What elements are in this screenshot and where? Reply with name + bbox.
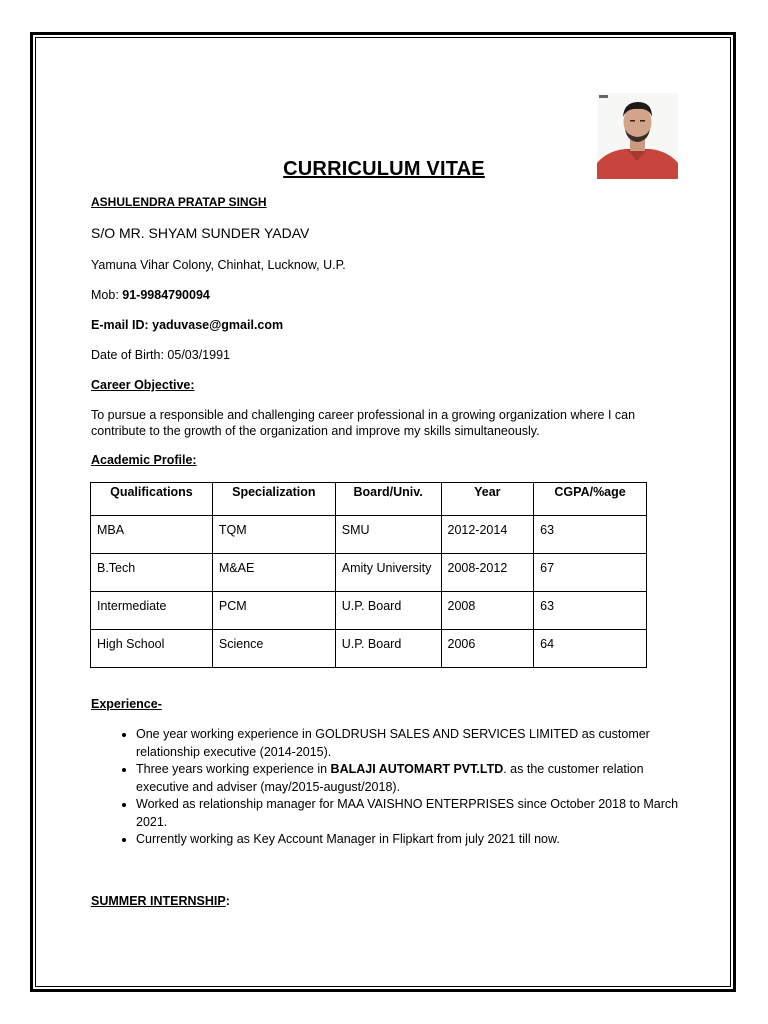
table-cell: 2008	[441, 592, 534, 630]
table-row	[91, 554, 647, 592]
column-header: CGPA/%age	[534, 483, 647, 516]
table-cell: B.Tech	[91, 554, 213, 592]
experience-list	[112, 726, 681, 849]
company-name: BALAJI AUTOMART PVT.LTD	[330, 762, 504, 776]
table-row	[91, 592, 647, 630]
mobile-label: Mob:	[91, 288, 123, 302]
experience-text: . as the customer relation executive and adviser (may/2015-august/2018).	[136, 762, 644, 794]
internship-heading-colon: :	[225, 894, 230, 908]
column-header: Board/Univ.	[335, 483, 441, 516]
career-objective-heading: Career Objective:	[91, 378, 195, 392]
mobile-line	[91, 288, 210, 302]
date-of-birth: Date of Birth: 05/03/1991	[91, 348, 230, 362]
email-line: E-mail ID: yaduvase@gmail.com	[91, 318, 284, 332]
experience-text: Three years working experience in	[136, 762, 331, 776]
mobile-number: 91-9984790094	[122, 288, 210, 302]
document-title: CURRICULUM VITAE	[283, 158, 485, 180]
table-cell: U.P. Board	[335, 592, 441, 630]
list-item: • Currently working as Key Account Manager in Flipkart from july 2021 till now.	[136, 831, 681, 849]
career-objective-text: To pursue a responsible and challenging career professional in a growing organization where I can contribute to the growth of the organization and improve my skills simultaneously.	[91, 408, 636, 438]
list-item: • Worked as relationship manager for MAA VAISHNO ENTERPRISES since October 2018 to March 2021.	[136, 796, 681, 831]
table-cell: Amity University	[335, 554, 441, 592]
table-cell: 63	[534, 516, 647, 554]
table-cell: M&AE	[212, 554, 335, 592]
list-item: • One year working experience in GOLDRUSH SALES AND SERVICES LIMITED as customer relationship executive (2014-2015).	[136, 726, 681, 761]
list-item	[136, 761, 681, 796]
table-cell: SMU	[335, 516, 441, 554]
table-cell: U.P. Board	[335, 630, 441, 668]
table-cell: 64	[534, 630, 647, 668]
table-cell: 2012-2014	[441, 516, 534, 554]
table-cell: 63	[534, 592, 647, 630]
column-header: Specialization	[212, 483, 335, 516]
table-cell: 2008-2012	[441, 554, 534, 592]
experience-heading: Experience-	[91, 697, 162, 711]
table-cell: TQM	[212, 516, 335, 554]
column-header: Year	[441, 483, 534, 516]
table-cell: 2006	[441, 630, 534, 668]
table-cell: 67	[534, 554, 647, 592]
summer-internship-heading	[91, 894, 230, 908]
academic-table	[90, 482, 647, 668]
internship-heading-text: SUMMER INTERNSHIP	[91, 894, 226, 908]
column-header: Qualifications	[91, 483, 213, 516]
table-cell: High School	[91, 630, 213, 668]
academic-profile-heading: Academic Profile:	[91, 453, 197, 467]
table-header-row	[91, 483, 647, 516]
table-cell: MBA	[91, 516, 213, 554]
table-cell: PCM	[212, 592, 335, 630]
table-cell: Science	[212, 630, 335, 668]
table-row	[91, 630, 647, 668]
table-row	[91, 516, 647, 554]
address: Yamuna Vihar Colony, Chinhat, Lucknow, U.P.	[91, 258, 346, 272]
candidate-name: ASHULENDRA PRATAP SINGH	[91, 195, 267, 209]
table-cell: Intermediate	[91, 592, 213, 630]
parent-name: S/O MR. SHYAM SUNDER YADAV	[91, 225, 310, 241]
